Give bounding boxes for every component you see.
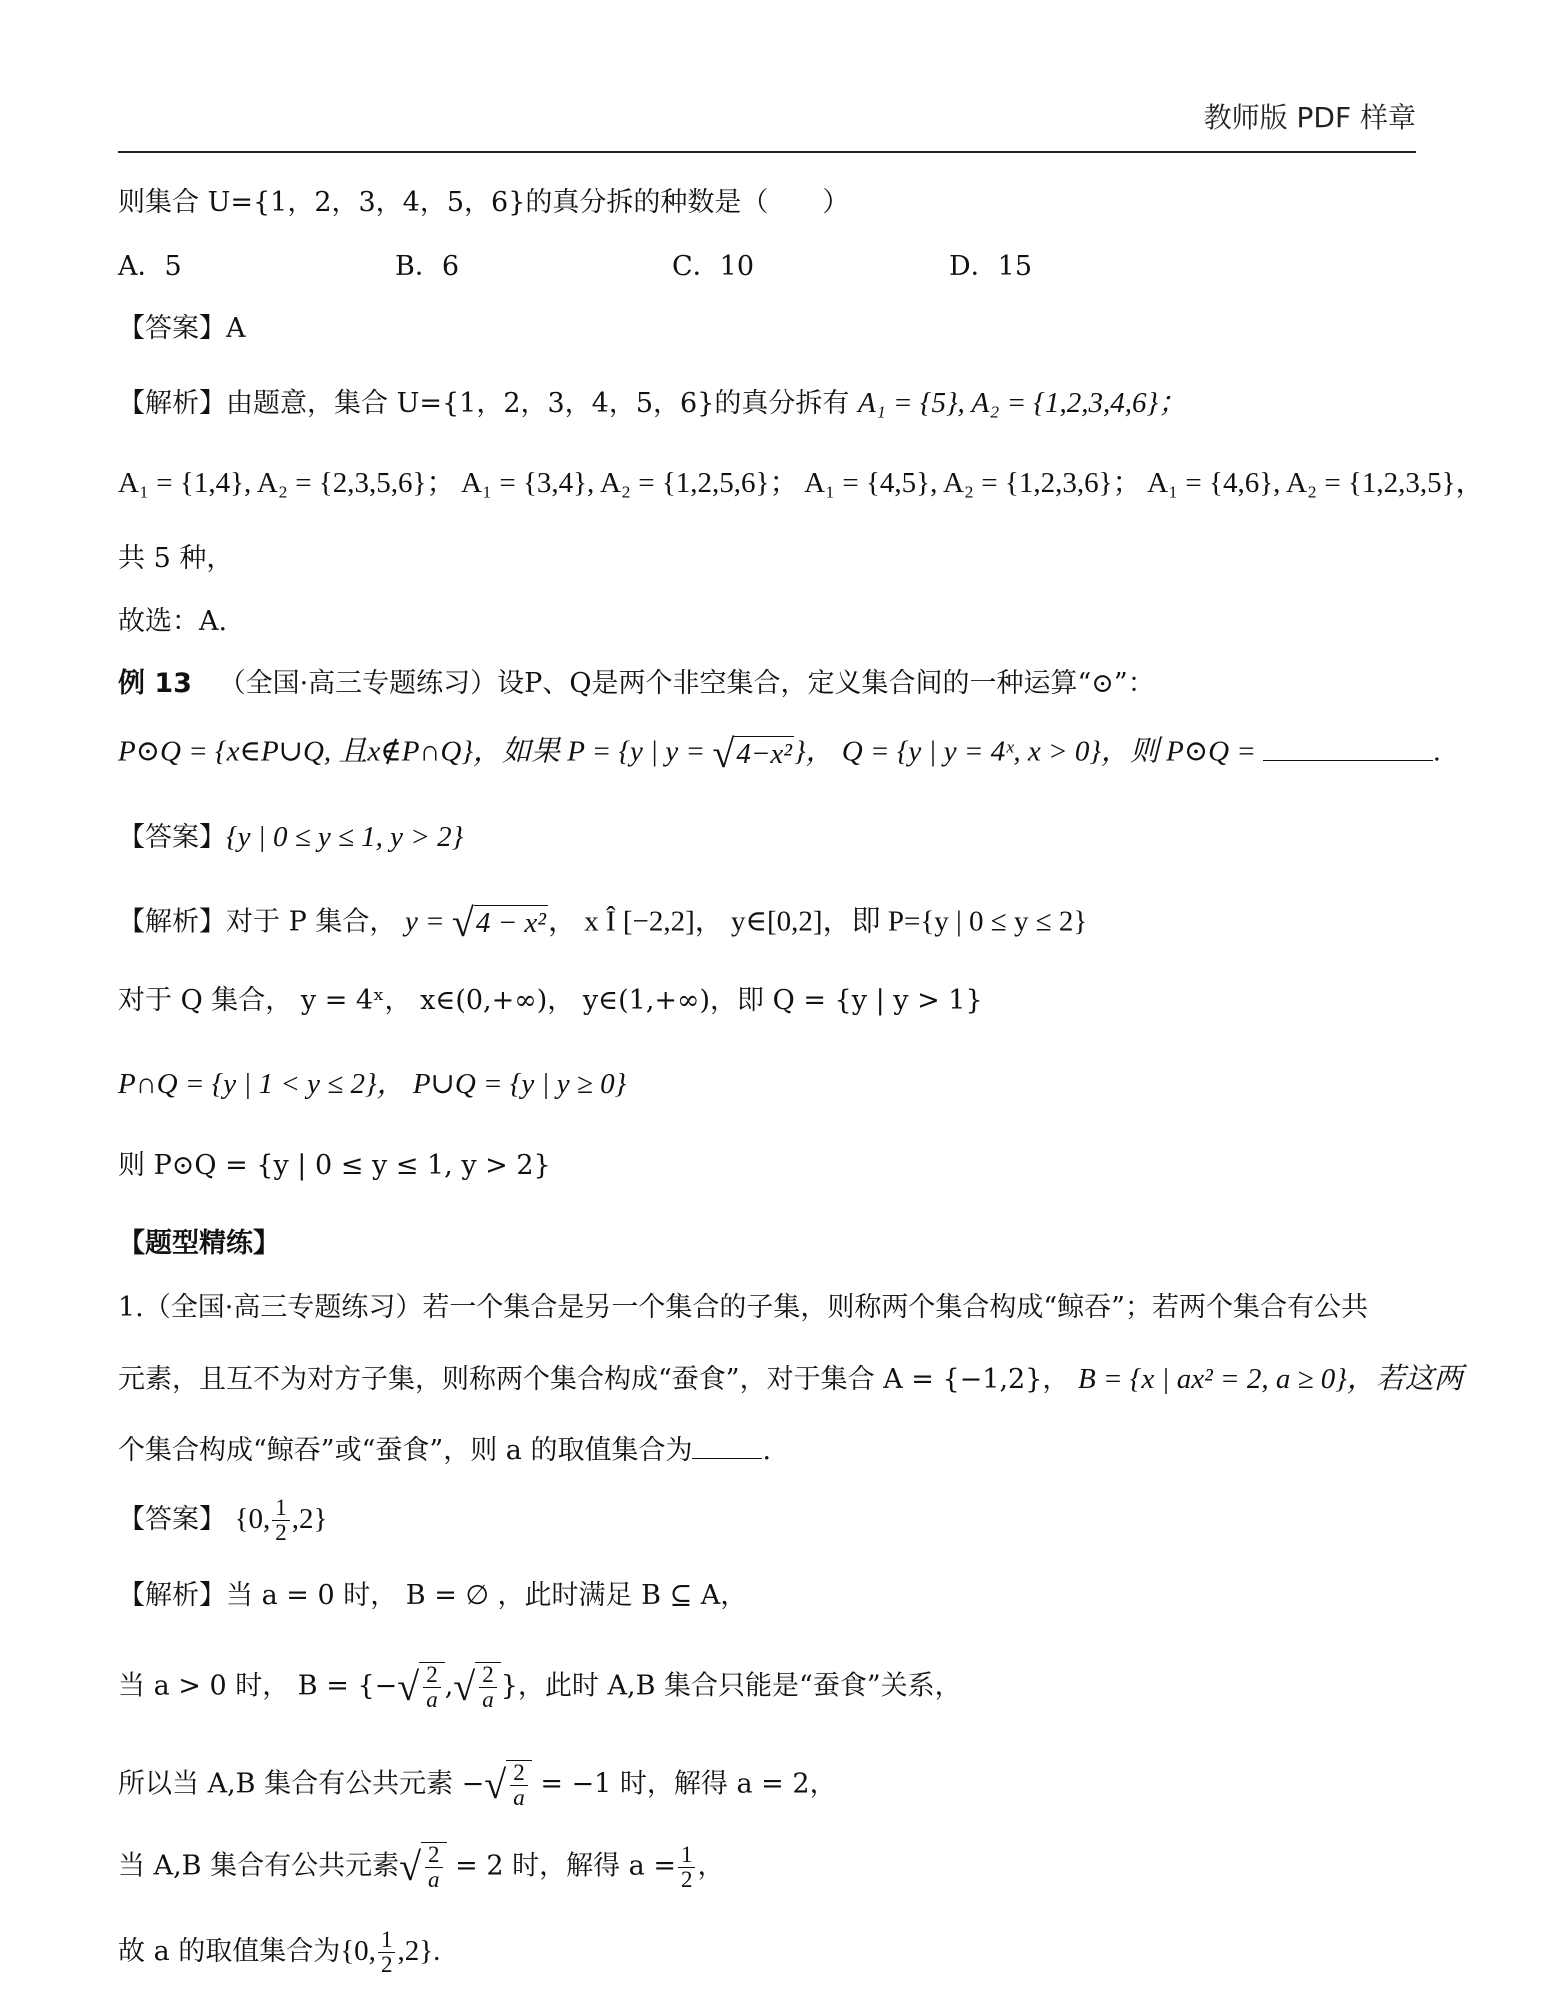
analysis-label: 【解析】: [118, 906, 226, 938]
answer-3: [118, 1496, 327, 1545]
sqrt-2-over-a: √ $\frac{2}{a}$: [399, 1842, 446, 1892]
header-rule: [118, 151, 1416, 153]
answer-blank[interactable]: [1263, 738, 1433, 761]
def-part-4: }， Q = {y | y = 4ˣ, x > 0}，则 P⊙Q =: [793, 735, 1256, 768]
answer-label: 【答案】: [118, 313, 226, 344]
answer-value: A: [226, 313, 246, 344]
analysis-text: 当 a = 0 时， B = ∅ ，此时满足 B ⊆ A，: [226, 1580, 748, 1611]
problem-1-line-2: [118, 1362, 1463, 1397]
analysis-3-line-5: [118, 1928, 440, 1977]
example-13: [118, 668, 1155, 700]
analysis-text-e: ，: [697, 1850, 725, 1882]
example-text: （全国·高三专题练习）设P、Q是两个非空集合，定义集合间的一种运算“⊙”：: [218, 668, 1155, 699]
analysis-3-line-4: [118, 1842, 724, 1892]
problem-1-line-3: [118, 1435, 771, 1467]
option-d: D．15: [949, 251, 1033, 282]
analysis-text-c: = −1 时，解得 a = 2，: [531, 1768, 837, 1800]
header-title: 教师版 PDF 样章: [1203, 101, 1416, 134]
analysis-math: y =: [404, 905, 452, 938]
question-stem: 则集合 U={1，2，3，4，5，6}的真分拆的种数是（ ）: [118, 187, 850, 218]
set-open: {0,: [340, 1935, 376, 1968]
analysis-2-line-3: P∩Q = {y | 1 < y ≤ 2}， P∪Q = {y | y ≥ 0}: [118, 1068, 627, 1100]
analysis-text-a: 所以当 A,B 集合有公共元素 −: [118, 1768, 485, 1800]
analysis-text-a: 当 A,B 集合有公共元素: [118, 1850, 400, 1882]
count-text: 共 5 种，: [118, 543, 234, 574]
problem-1-end: .: [762, 1435, 772, 1466]
analysis-text: 由题意，集合 U={1，2，3，4，5，6}的真分拆有: [226, 388, 850, 419]
choose-text: 故选：A.: [118, 606, 228, 637]
analysis-label: 【解析】: [118, 388, 226, 419]
sqrt-2-over-a: √ $\frac{2}{a}$: [397, 1662, 444, 1712]
problem-1-text-a: 元素，且互不为对方子集，则称两个集合构成“蚕食”，对于集合 A = {−1,2}，: [118, 1364, 1070, 1395]
sqrt-2-over-a: √ $\frac{2}{a}$: [453, 1662, 500, 1712]
answer-blank[interactable]: [692, 1436, 762, 1459]
analysis-text-c: = 2 时，解得 a =: [446, 1850, 676, 1882]
options-row: [118, 251, 1032, 283]
problem-1-set-b: B = {x | ax² = 2, a ≥ 0}，若这两: [1078, 1363, 1463, 1395]
answer-label: 【答案】: [118, 822, 226, 853]
answer-1: [118, 313, 246, 345]
analysis-2-line-2: 对于 Q 集合， y = 4ˣ， x∈(0,+∞)， y∈(1,+∞)，即 Q = {y | y > 1}: [118, 985, 983, 1016]
analysis-math-rest: ， x Î [−2,2]， y∈[0,2]，即 P={y | 0 ≤ y ≤ 2}: [547, 905, 1088, 938]
analysis-1-partitions: A₁ = {1,4}, A₂ = {2,3,5,6}； A₁ = {3,4}, A₂ = {1,2,5,6}； A₁ = {4,5}, A₂ = {1,2,3,6}； A₁ = {4,6}, A₂ = {1,2,3,5}，: [118, 467, 1485, 499]
fraction-one-half: $\frac{1}{2}$: [678, 1843, 696, 1892]
sqrt-2-over-a: √ $\frac{2}{a}$: [484, 1760, 531, 1810]
example-label: 例 13: [118, 668, 192, 699]
analysis-text: 对于 P 集合，: [226, 906, 397, 938]
analysis-2-line-4: 则 P⊙Q = {y | 0 ≤ y ≤ 1, y > 2}: [118, 1150, 551, 1181]
analysis-text-a: 故 a 的取值集合为: [118, 1936, 341, 1968]
analysis-1: [118, 386, 1187, 421]
sqrt-4-minus-x2: √ 4 − x²: [451, 900, 546, 945]
problem-1-text-c: 个集合构成“鲸吞”或“蚕食”，则 a 的取值集合为: [118, 1435, 693, 1466]
analysis-text-c: }，此时 A,B 集合只能是“蚕食”关系，: [500, 1670, 962, 1702]
analysis-text-a: 当 a > 0 时， B = {−: [118, 1670, 398, 1702]
analysis-3-line-2: 当 a > 0 时， B = {− √ $\frac{2}{a}$ , √ $\frac{2}{a}$ }，此时 A,B 集合只能是“蚕食”关系，: [118, 1662, 962, 1713]
analysis-math: A₁ = {5}, A₂ = {1,2,3,4,6}；: [857, 387, 1188, 419]
fraction-one-half: $\frac{1}{2}$: [378, 1928, 396, 1977]
set-close: ,2}.: [397, 1935, 441, 1968]
answer-value: {y | 0 ≤ y ≤ 1, y > 2}: [226, 821, 464, 853]
analysis-3-line-3: [118, 1760, 837, 1810]
analysis-3-line-1: [118, 1580, 747, 1612]
practice-heading: 【题型精练】: [118, 1228, 280, 1259]
analysis-label: 【解析】: [118, 1580, 226, 1611]
option-a: A．5: [118, 251, 182, 282]
answer-set-open: {0,: [234, 1503, 271, 1536]
def-part-1: P⊙Q = {x∈P∪Q, 且x∉P∩Q}，如果: [118, 735, 560, 768]
analysis-2-line-1: [118, 900, 1088, 945]
option-c: C．10: [672, 251, 755, 282]
problem-1-line-1: 1.（全国·高三专题练习）若一个集合是另一个集合的子集，则称两个集合构成“鲸吞”；若两个集合有公共: [118, 1292, 1368, 1323]
def-part-2: P = {y | y =: [567, 735, 713, 768]
answer-2: [118, 820, 463, 855]
sqrt-4-minus-x2: √ 4−x²: [712, 731, 792, 776]
answer-set-close: ,2}: [291, 1503, 328, 1536]
option-b: B．6: [395, 251, 460, 282]
answer-label: 【答案】: [118, 1504, 226, 1536]
example-13-definition: P⊙Q = {x∈P∪Q, 且x∉P∩Q}，如果 P = {y | y = √ 4−x² }， Q = {y | y = 4ˣ, x > 0}，则 P⊙Q = .: [118, 731, 1441, 776]
fraction-one-half: $\frac{1}{2}$: [272, 1496, 290, 1545]
